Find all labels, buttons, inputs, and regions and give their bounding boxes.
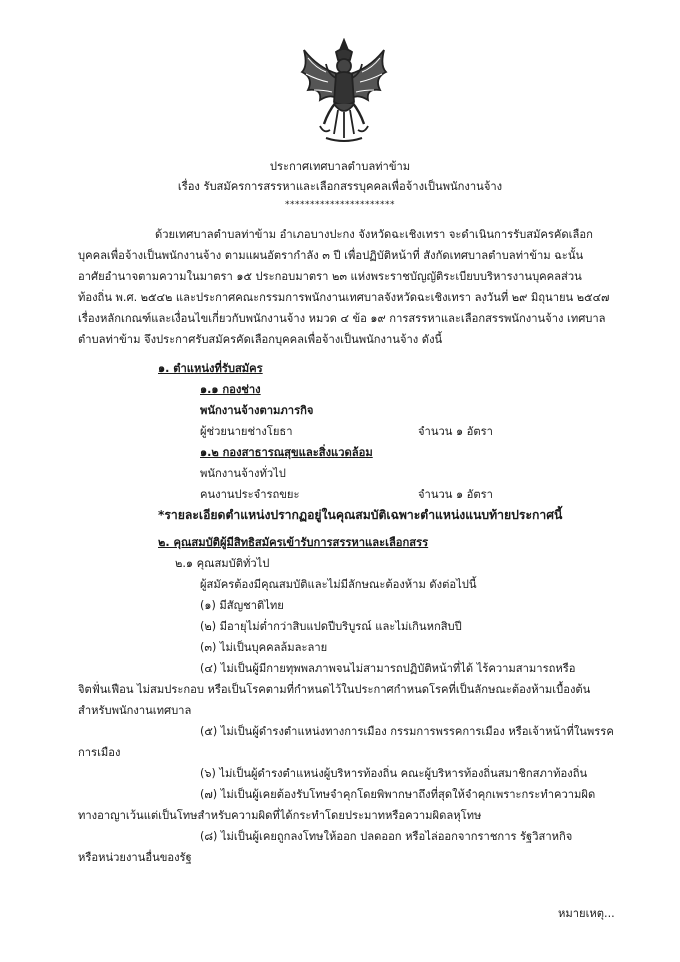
intro-line: อาศัยอำนาจตามความในมาตรา ๑๕ ประกอบมาตรา ๒๓ แห่งพระราชบัญญัติระเบียบบริหารงานบุคคลส่วน: [78, 270, 582, 283]
qualification-item-continued: ทางอาญาเว้นแต่เป็นโทษสำหรับความผิดที่ได้กระทำโดยประมาทหรือความผิดลหุโทษ: [78, 809, 482, 822]
section1-sub2-type: พนักงานจ้างทั่วไป: [200, 467, 286, 480]
qualification-item: (๗) ไม่เป็นผู้เคยต้องรับโทษจำคุกโดยพิพากษาถึงที่สุดให้จำคุกเพราะกระทำความผิด: [200, 788, 596, 801]
section2-sub1: ๒.๑ คุณสมบัติทั่วไป: [175, 557, 270, 570]
section2-lead: ผู้สมัครต้องมีคุณสมบัติและไม่มีลักษณะต้องห้าม ดังต่อไปนี้: [200, 578, 477, 591]
announcement-subject: เรื่อง รับสมัครการสรรหาและเลือกสรรบุคคลเพื่อจ้างเป็นพนักงานจ้าง: [177, 180, 503, 193]
section2-heading: ๒. คุณสมบัติผู้มีสิทธิสมัครเข้ารับการสรรหาและเลือกสรร: [158, 536, 429, 549]
garuda-emblem-icon: [298, 38, 390, 144]
section1-sub2-position: คนงานประจำรถขยะ: [200, 488, 300, 501]
section1-sub2-count: จำนวน ๑ อัตรา: [418, 488, 493, 501]
continued-marker: หมายเหตุ...: [558, 907, 615, 920]
separator-stars: **********************: [285, 200, 395, 210]
qualification-item: (๓) ไม่เป็นบุคคลล้มละลาย: [200, 641, 328, 654]
qualification-item-continued: สำหรับพนักงานเทศบาล: [78, 704, 192, 717]
section1-sub1: ๑.๑ กองช่าง: [200, 383, 261, 396]
qualification-item: (๔) ไม่เป็นผู้มีกายทุพพลภาพจนไม่สามารถปฏิบัติหน้าที่ได้ ไร้ความสามารถหรือ: [200, 662, 576, 675]
intro-line: เรื่องหลักเกณฑ์และเงื่อนไขเกี่ยวกับพนักงานจ้าง หมวด ๔ ข้อ ๑๙ การสรรหาและเลือกสรรพนักงานจ้าง เทศบาล: [78, 312, 606, 325]
qualification-item: (๘) ไม่เป็นผู้เคยถูกลงโทษให้ออก ปลดออก หรือไล่ออกจากราชการ รัฐวิสาหกิจ: [200, 830, 573, 843]
qualification-item: (๕) ไม่เป็นผู้ดำรงตำแหน่งทางการเมือง กรรมการพรรคการเมือง หรือเจ้าหน้าที่ในพรรค: [200, 725, 614, 738]
section1-sub1-count: จำนวน ๑ อัตรา: [418, 425, 493, 438]
section1-note: *รายละเอียดตำแหน่งปรากฏอยู่ในคุณสมบัติเฉพาะตำแหน่งแนบท้ายประกาศนี้: [158, 508, 563, 522]
announcement-title: ประกาศเทศบาลตำบลท่าข้าม: [269, 160, 411, 173]
intro-line: บุคคลเพื่อจ้างเป็นพนักงานจ้าง ตามแผนอัตรากำลัง ๓ ปี เพื่อปฏิบัติหน้าที่ สังกัดเทศบาลตำบลท่าข้าม ฉะนั้น: [78, 249, 584, 262]
intro-line: ตำบลท่าข้าม จึงประกาศรับสมัครคัดเลือกบุคคลเพื่อจ้างเป็นพนักงานจ้าง ดังนี้: [78, 333, 443, 346]
qualification-item: (๒) มีอายุไม่ต่ำกว่าสิบแปดปีบริบูรณ์ และไม่เกินหกสิบปี: [200, 620, 462, 633]
section1-sub1-position: ผู้ช่วยนายช่างโยธา: [200, 425, 293, 438]
section1-sub2: ๑.๒ กองสาธารณสุขและสิ่งแวดล้อม: [200, 446, 373, 459]
intro-line: ท้องถิ่น พ.ศ. ๒๕๔๒ และประกาศคณะกรรมการพนักงานเทศบาลจังหวัดฉะเชิงเทรา ลงวันที่ ๒๙ มิถุนายน ๒๕๔๗: [78, 291, 610, 304]
section1-heading: ๑. ตำแหน่งที่รับสมัคร: [158, 362, 263, 375]
section1-sub1-type: พนักงานจ้างตามภารกิจ: [200, 404, 314, 417]
qualification-item-continued: หรือหน่วยงานอื่นของรัฐ: [78, 851, 192, 864]
qualification-item: (๖) ไม่เป็นผู้ดำรงตำแหน่งผู้บริหารท้องถิ่น คณะผู้บริหารท้องถิ่นสมาชิกสภาท้องถิ่น: [200, 767, 588, 780]
intro-line: ด้วยเทศบาลตำบลท่าข้าม อำเภอบางปะกง จังหวัดฉะเชิงเทรา จะดำเนินการรับสมัครคัดเลือก: [155, 228, 593, 241]
qualification-item-continued: จิตฟั่นเฟือน ไม่สมประกอบ หรือเป็นโรคตามที่กำหนดไว้ในประกาศกำหนดโรคที่เป็นลักษณะต้องห้ามเบื้องต้น: [78, 683, 591, 696]
qualification-item-continued: การเมือง: [78, 746, 121, 759]
qualification-item: (๑) มีสัญชาติไทย: [200, 599, 284, 612]
